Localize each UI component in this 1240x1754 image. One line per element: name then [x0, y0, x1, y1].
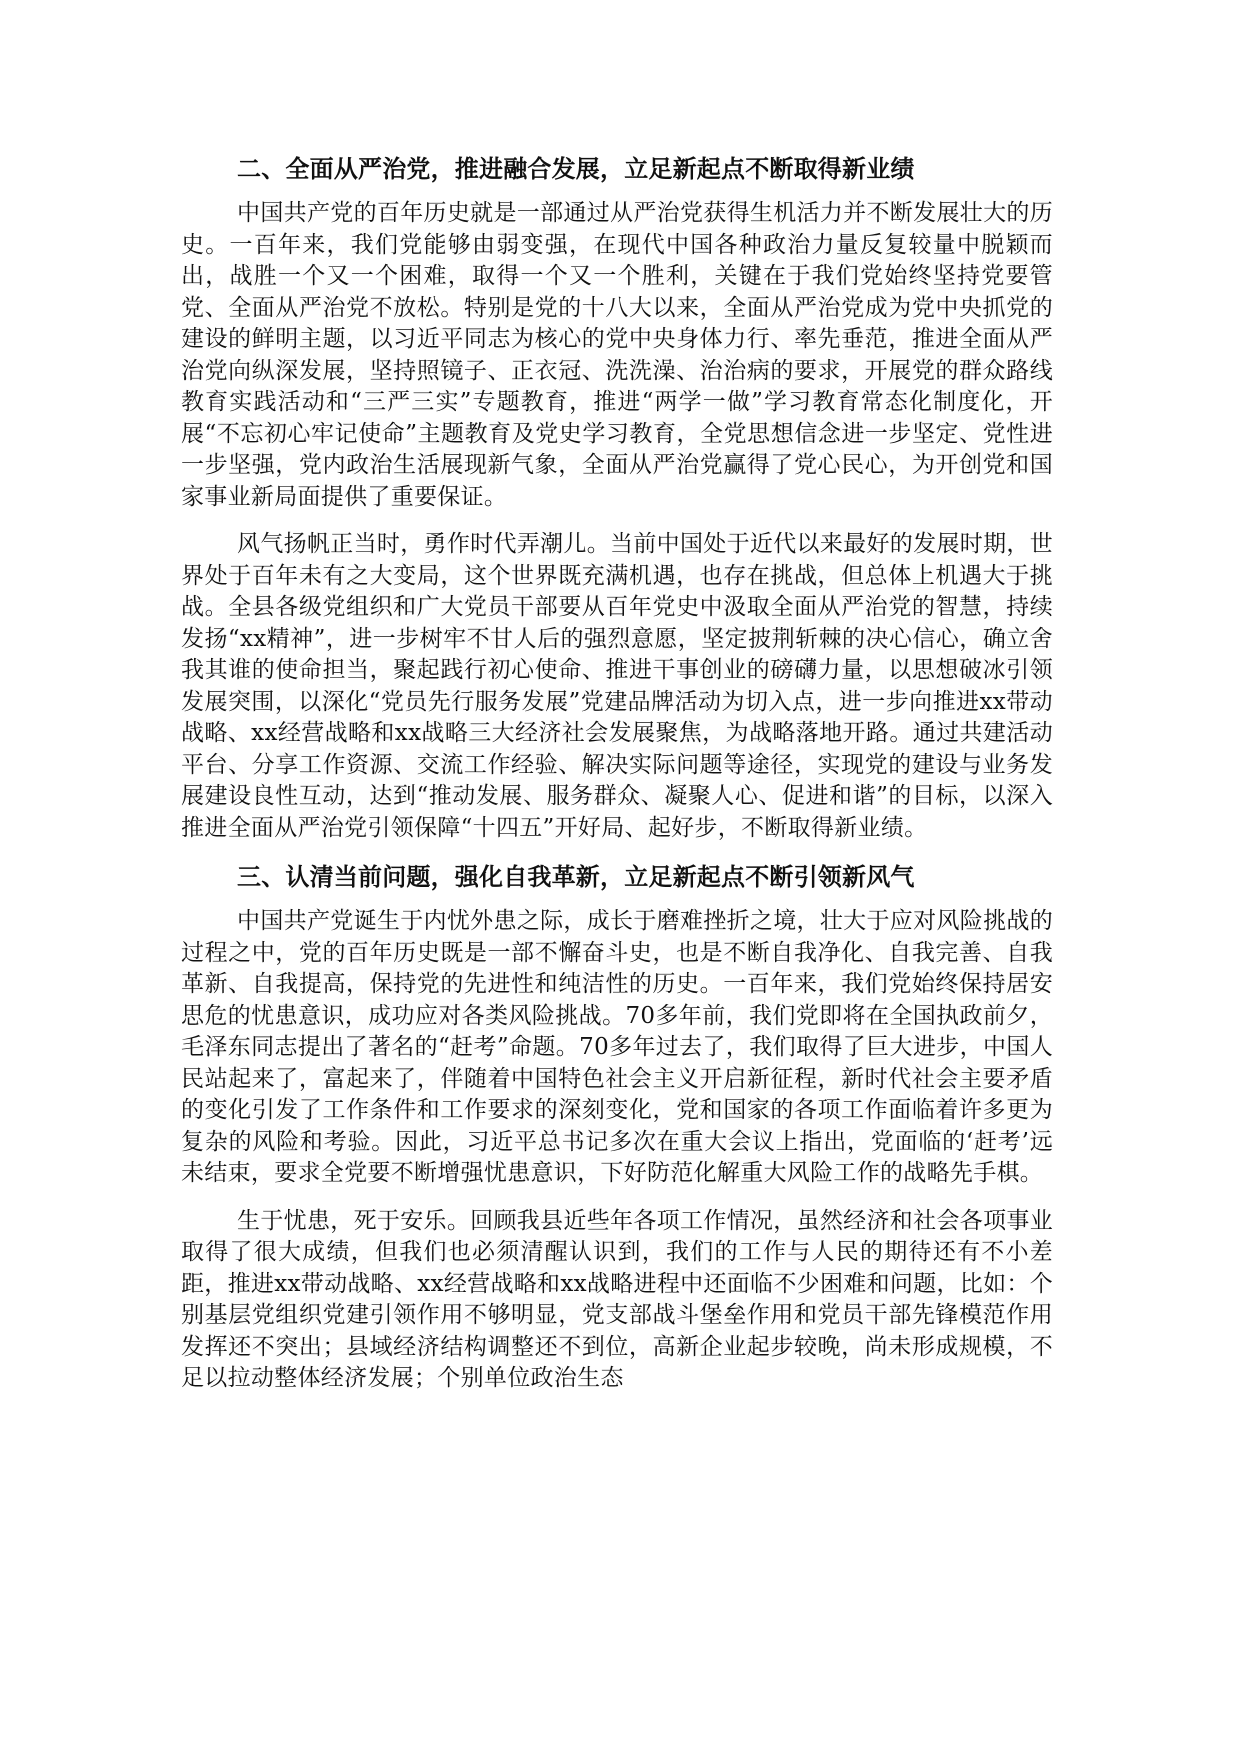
- body-paragraph: 生于忧患，死于安乐。回顾我县近些年各项工作情况，虽然经济和社会各项事业取得了很大成绩，但我们也必须清醒认识到，我们的工作与人民的期待还有不小差距，推进xx带动战略、xx经营战略和xx战略进程中还面临不少困难和问题，比如：个别基层党组织党建引领作用不够明显，党支部战斗堡垒作用和党员干部先锋模范作用发挥还不突出；县域经济结构调整还不到位，高新企业起步较晚，尚未形成规模，不足以拉动整体经济发展；个别单位政治生态: [181, 1207, 1053, 1391]
- body-paragraph: 风气扬帆正当时，勇作时代弄潮儿。当前中国处于近代以来最好的发展时期，世界处于百年未有之大变局，这个世界既充满机遇，也存在挑战，但总体上机遇大于挑战。全县各级党组织和广大党员干部要从百年党史中汲取全面从严治党的智慧，持续发扬“xx精神”，进一步树牢不甘人后的强烈意愿，坚定披荆斩棘的决心信心，确立舍我其谁的使命担当，聚起践行初心使命、推进干事创业的磅礴力量，以思想破冰引领发展突围，以深化“党员先行服务发展”党建品牌活动为切入点，进一步向推进xx带动战略、xx经营战略和xx战略三大经济社会发展聚焦，为战略落地开路。通过共建活动平台、分享工作资源、交流工作经验、解决实际问题等途径，实现党的建设与业务发展建设良性互动，达到“推动发展、服务群众、凝聚人心、促进和谐”的目标，以深入推进全面从严治党引领保障“十四五”开好局、起好步，不断取得新业绩。: [181, 531, 1053, 841]
- section-three: [181, 860, 1053, 1395]
- document-body: [181, 152, 1053, 1411]
- section-heading: 二、全面从严治党，推进融合发展，立足新起点不断取得新业绩: [237, 154, 915, 183]
- section-heading: 三、认清当前问题，强化自我革新，立足新起点不断引领新风气: [237, 862, 915, 891]
- body-paragraph: 中国共产党诞生于内忧外患之际，成长于磨难挫折之境，壮大于应对风险挑战的过程之中，党的百年历史既是一部不懈奋斗史，也是不断自我净化、自我完善、自我革新、自我提高，保持党的先进性和纯洁性的历史。一百年来，我们党始终保持居安思危的忧患意识，成功应对各类风险挑战。70多年前，我们党即将在全国执政前夕，毛泽东同志提出了著名的“赶考”命题。70多年过去了，我们取得了巨大进步，中国人民站起来了，富起来了，伴随着中国特色社会主义开启新征程，新时代社会主要矛盾的变化引发了工作条件和工作要求的深刻变化，党和国家的各项工作面临着许多更为复杂的风险和考验。因此，习近平总书记多次在重大会议上指出，党面临的‘赶考’远未结束，要求全党要不断增强忧患意识，下好防范化解重大风险工作的战略先手棋。: [181, 908, 1053, 1186]
- section-two: [181, 152, 1053, 844]
- body-paragraph: 中国共产党的百年历史就是一部通过从严治党获得生机活力并不断发展壮大的历史。一百年来，我们党能够由弱变强，在现代中国各种政治力量反复较量中脱颖而出，战胜一个又一个困难，取得一个又一个胜利，关键在于我们党始终坚持党要管党、全面从严治党不放松。特别是党的十八大以来，全面从严治党成为党中央抓党的建设的鲜明主题，以习近平同志为核心的党中央身体力行、率先垂范，推进全面从严治党向纵深发展，坚持照镜子、正衣冠、洗洗澡、治治病的要求，开展党的群众路线教育实践活动和“三严三实”专题教育，推进“两学一做”学习教育常态化制度化，开展“不忘初心牢记使命”主题教育及党史学习教育，全党思想信念进一步坚定、党性进一步坚强，党内政治生活展现新气象，全面从严治党赢得了党心民心，为开创党和国家事业新局面提供了重要保证。: [181, 200, 1053, 510]
